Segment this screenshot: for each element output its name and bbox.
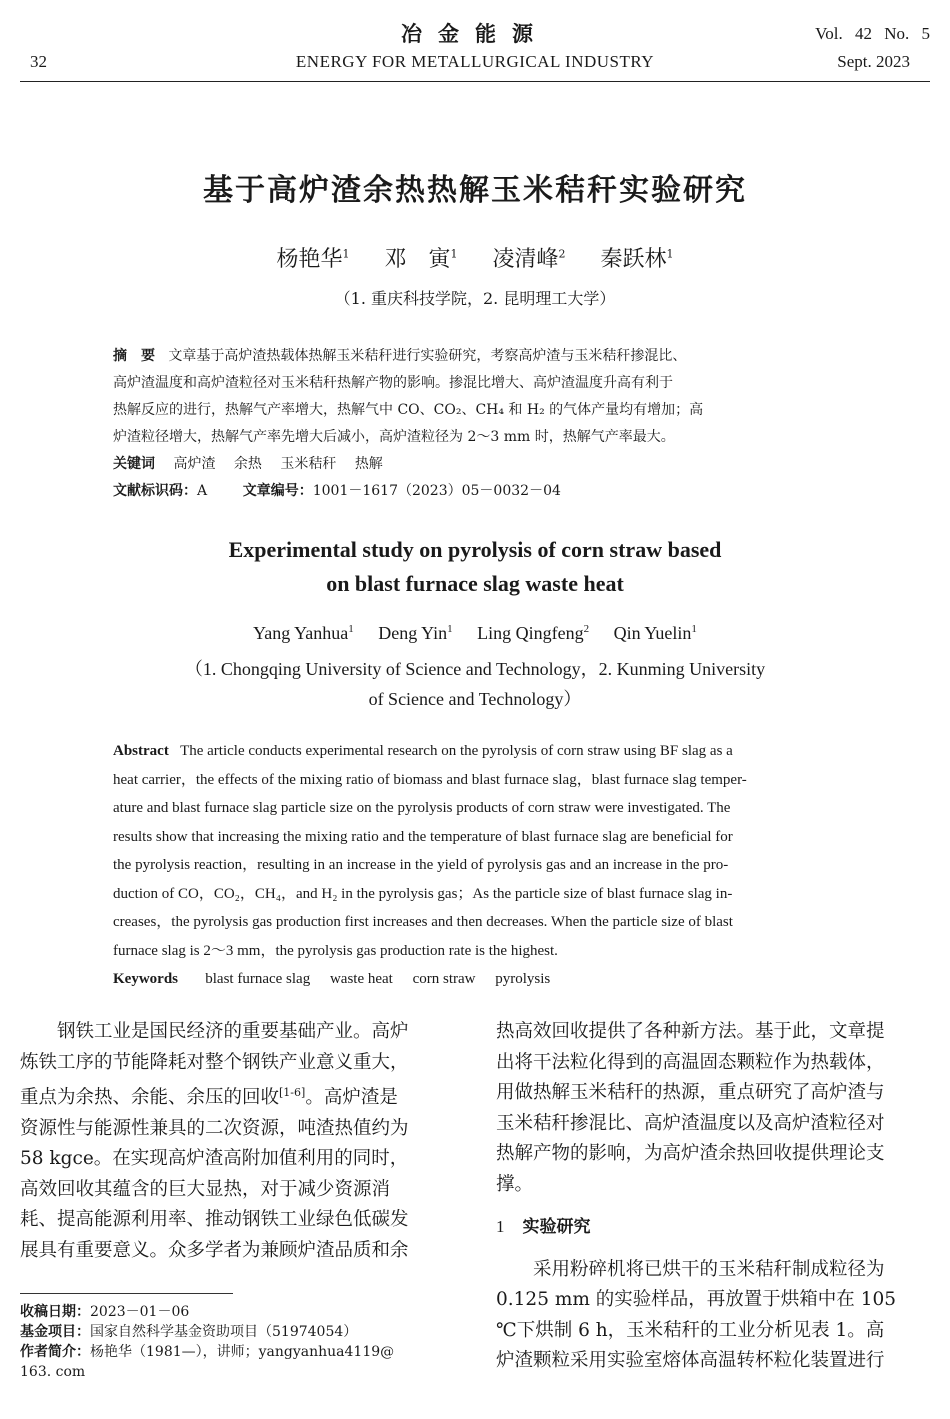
keyword: corn straw [412,971,476,987]
body-column-right [496,1017,928,1377]
journal-title-en: ENERGY FOR METALLURGICAL INDUSTRY [295,52,655,71]
keyword: 高炉渣 [173,456,216,472]
abstract-en-line: the pyrolysis reaction，resulting in an increase in the yield of pyrolysis gas and an increase in the pro- [113,857,729,873]
abstract-en-line: furnace slag is 2～3 mm，the pyrolysis gas production rate is the highest. [113,942,558,959]
fund-project: 国家自然科学基金资助项目（51974054） [90,1324,358,1340]
abstract-cn [113,343,839,505]
page-number: 32 [30,52,47,71]
body-line: 0.125 mm 的实验样品，再放置于烘箱中在 105 [496,1289,897,1310]
body-line: 用做热解玉米秸秆的热源，重点研究了高炉渣与 [496,1082,885,1103]
section-title: 实验研究 [522,1217,591,1237]
footnote-rule [20,1293,233,1294]
keywords-cn-label: 关键词 [113,456,155,472]
doc-code: A [197,483,208,499]
author-en: Qin Yuelin$^1$ [613,623,697,643]
keywords-en-label: Keywords [113,971,178,987]
author-bio: 杨艳华（1981—），讲师；yangyanhua4119@ [90,1344,395,1360]
body-line: 耗、提高能源利用率、推动钢铁工业绿色低碳发 [20,1209,409,1231]
authors-en [0,623,950,644]
abstract-en [113,737,839,994]
keywords-cn [113,451,839,478]
abstract-en-line: The article conducts experimental research on the pyrolysis of corn straw using BF slag as a [180,743,733,759]
body-column-left [20,1017,452,1266]
body-line: 出将干法粒化得到的高温固态颗粒作为热载体， [496,1051,885,1073]
footnote [20,1302,452,1382]
keyword: 余热 [233,456,262,472]
received-date: 2023－01－06 [90,1304,190,1320]
section-number: 1 [496,1217,505,1236]
body-line: 钢铁工业是国民经济的重要基础产业。高炉 [57,1021,409,1042]
authors-cn [0,242,950,273]
body-line: 炉渣颗粒采用实验室熔体高温转杯粒化装置进行 [496,1350,885,1371]
abstract-en-line: duction of CO，CO₂，CH₄，and H₂ in the pyrolysis gas；As the particle size of blast furnace slag in- [113,885,733,902]
keywords-en [113,965,839,994]
author-en: Deng Yin$^1$ [378,623,453,643]
paper-title-en-line: Experimental study on pyrolysis of corn straw based [228,537,722,562]
body-line: 资源性与能源性兼具的二次资源，吨渣热值约为 [20,1117,409,1139]
body-line: 58 kgce。在实现高炉渣高附加值利用的同时， [20,1148,409,1170]
keyword: 玉米秸秆 [280,456,337,472]
body-line: 炼铁工序的节能降耗对整个钢铁产业意义重大， [20,1051,409,1073]
body-line: 展具有重要意义。众多学者为兼顾炉渣品质和余 [20,1239,409,1261]
received-label: 收稿日期： [20,1304,90,1320]
citation[interactable]: [1-6] [279,1086,306,1099]
keyword: 热解 [354,456,383,472]
body-line: 撑。 [496,1173,534,1195]
abstract-en-line: ature and blast furnace slag particle size on the pyrolysis products of corn straw were investigated. The [113,800,731,816]
issue-date: Sept. 2023 [837,52,910,71]
abstract-cn-line: 高炉渣温度和高炉渣粒径对玉米秸秆热解产物的影响。掺混比增大、高炉渣温度升高有利于 [113,375,673,391]
body-line: ℃下烘制 6 h，玉米秸秆的工业分析见表 1。高 [496,1319,885,1341]
body-line: 玉米秸秆掺混比、高炉渣温度以及高炉渣粒径对 [496,1112,885,1134]
keyword: waste heat [329,971,393,987]
body-line: 重点为余热、余能、余压的回收[1-6]。高炉渣是 [20,1086,398,1109]
body-line: 热高效回收提供了各种新方法。基于此，文章提 [496,1021,885,1042]
author-cn: 秦跃林$^1$ [600,247,674,272]
author-bio-cont: 163. com [20,1364,86,1380]
body-line: 高效回收其蕴含的巨大显热，对于减少资源消 [20,1178,391,1200]
abstract-cn-label: 摘 要 [113,348,155,364]
author-cn: 邓 寅$^1$ [384,247,458,272]
author-cn: 凌清峰$^2$ [492,247,566,272]
affiliation-en: （1. Chongqing University of Science and Technology，2. Kunming University of Science and Technology） [184,659,766,709]
journal-title-cn: 冶金能源 [401,22,549,46]
paper-title-en-line: on blast furnace slag waste heat [326,571,624,596]
journal-header [20,16,930,82]
paper-title-en [0,533,950,601]
article-no-label: 文章编号： [242,483,313,499]
header-rule [20,81,930,82]
article-no: 1001－1617（2023）05－0032－04 [312,483,561,499]
author-en: Ling Qingfeng$^2$ [477,623,590,643]
affiliation-cn: （1. 重庆科技学院，2. 昆明理工大学） [334,289,616,308]
author-bio-label: 作者简介： [20,1344,90,1360]
fund-label: 基金项目： [20,1324,90,1340]
volume-issue: Vol. 42 No. 5 [815,24,930,43]
keyword: pyrolysis [495,971,551,987]
abstract-cn-line: 热解反应的进行，热解气产率增大，热解气中 CO、CO₂、CH₄ 和 H₂ 的气体产量均有增加；高 [113,402,704,418]
abstract-cn-line: 文章基于高炉渣热载体热解玉米秸秆进行实验研究，考察高炉渣与玉米秸秆掺混比、 [168,348,687,364]
abstract-en-line: heat carrier，the effects of the mixing ratio of biomass and blast furnace slag，blast furnace slag temper- [113,771,747,788]
author-en: Yang Yanhua$^1$ [253,623,354,643]
doc-code-row [113,478,839,505]
abstract-cn-line: 炉渣粒径增大，热解气产率先增大后减小，高炉渣粒径为 2～3 mm 时，热解气产率最大。 [113,429,675,445]
paper-title-cn: 基于高炉渣余热热解玉米秸秆实验研究 [203,173,747,208]
body-line: 采用粉碎机将已烘干的玉米秸秆制成粒径为 [533,1258,885,1280]
abstract-en-label: Abstract [113,743,169,759]
abstract-en-line: results show that increasing the mixing ratio and the temperature of blast furnace slag are beneficial for [113,828,733,845]
section-heading [496,1212,928,1243]
doc-code-label: 文献标识码： [113,483,197,499]
abstract-en-line: creases，the pyrolysis gas production first increases and then decreases. When the particle size of blast [113,914,733,930]
keyword: blast furnace slag [205,971,311,987]
body-line: 热解产物的影响，为高炉渣余热回收提供理论支 [496,1143,885,1164]
author-cn: 杨艳华$^1$ [276,247,350,272]
